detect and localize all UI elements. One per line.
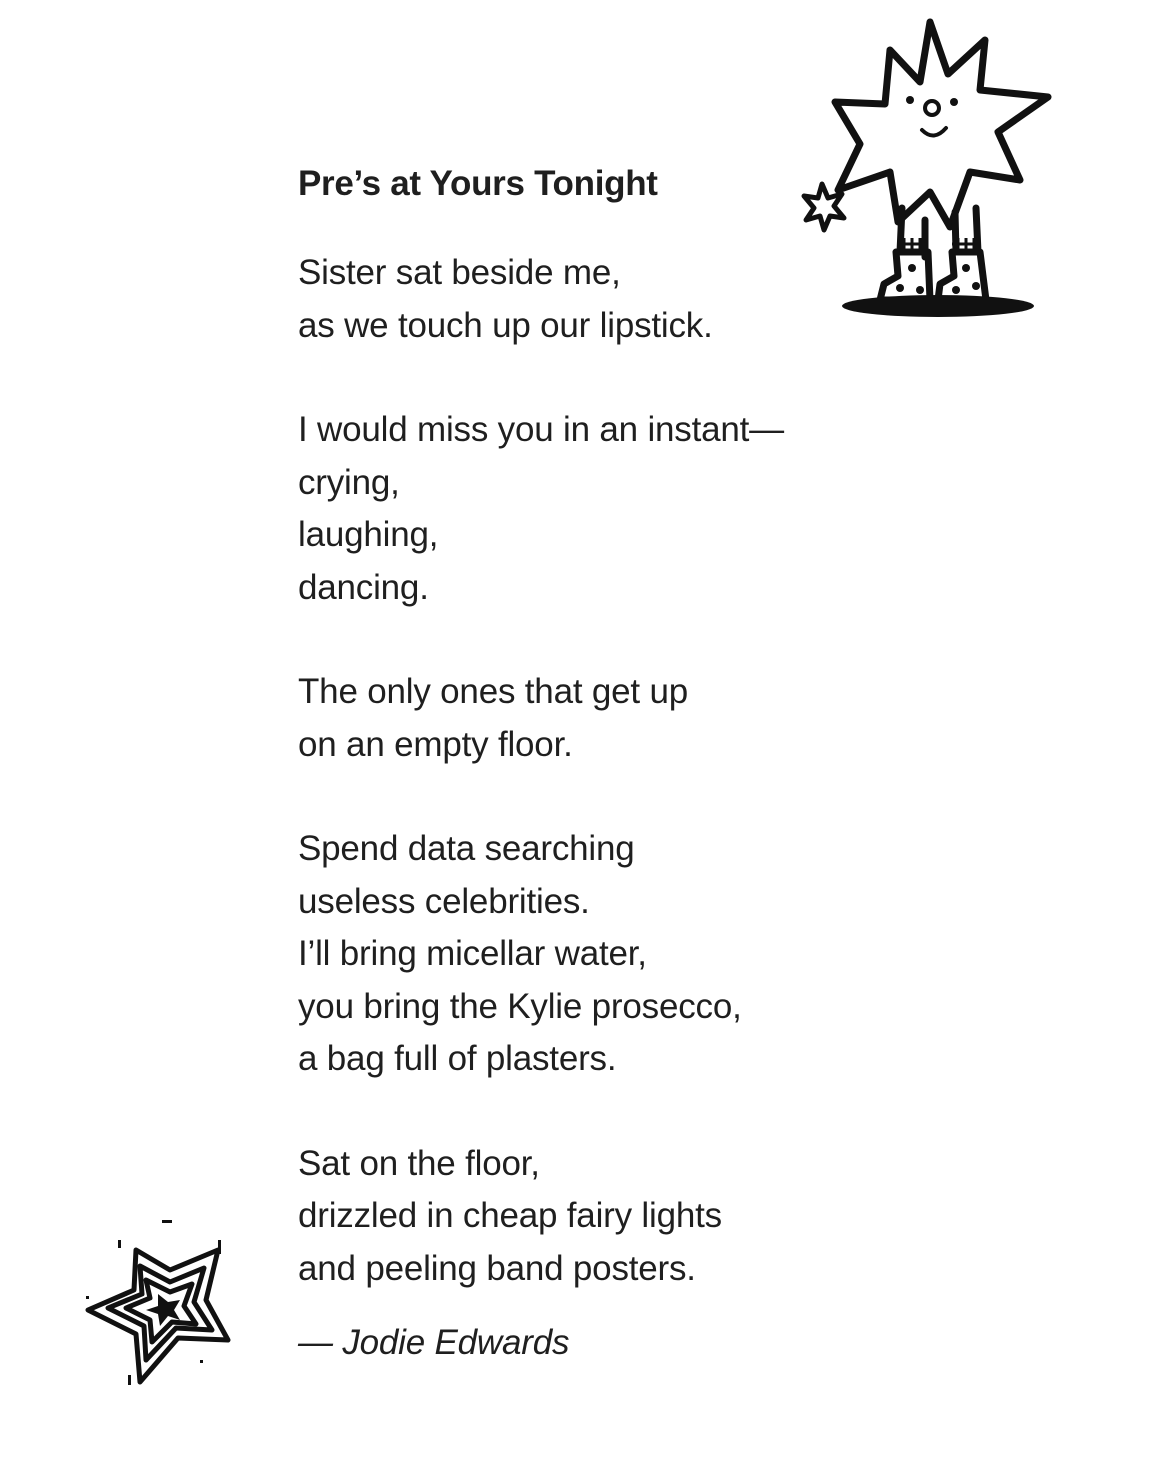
poem-line: useless celebrities.	[298, 881, 590, 921]
poem-line: as we touch up our lipstick.	[298, 305, 713, 345]
poem-line: Sat on the floor,	[298, 1143, 540, 1183]
poem-line: and peeling band posters.	[298, 1248, 696, 1288]
poem-line: drizzled in cheap fairy lights	[298, 1196, 722, 1235]
poem-line: you bring the Kylie prosecco,	[298, 986, 742, 1026]
poem-line: a bag full of plasters.	[298, 1039, 617, 1078]
star-spiral-icon	[78, 1210, 238, 1395]
poem-line: laughing,	[298, 515, 439, 554]
stanza-3	[298, 666, 918, 771]
poem-title: Pre’s at Yours Tonight	[298, 164, 658, 203]
poem-line: The only ones that get up	[298, 672, 688, 711]
poem-line: I would miss you in an instant—	[298, 410, 784, 449]
stanza-4	[298, 823, 918, 1086]
poem-line: crying,	[298, 462, 400, 502]
poem-line: on an empty floor.	[298, 724, 573, 764]
smiling-star-character-icon	[780, 12, 1065, 332]
poem-line: I’ll bring micellar water,	[298, 934, 647, 973]
poem-line: Spend data searching	[298, 829, 635, 868]
stanza-5	[298, 1138, 918, 1296]
poem-author: — Jodie Edwards	[298, 1323, 570, 1362]
poem-line: Sister sat beside me,	[298, 253, 621, 292]
poem	[298, 160, 918, 1369]
stanza-2	[298, 404, 918, 614]
poem-line: dancing.	[298, 567, 429, 607]
